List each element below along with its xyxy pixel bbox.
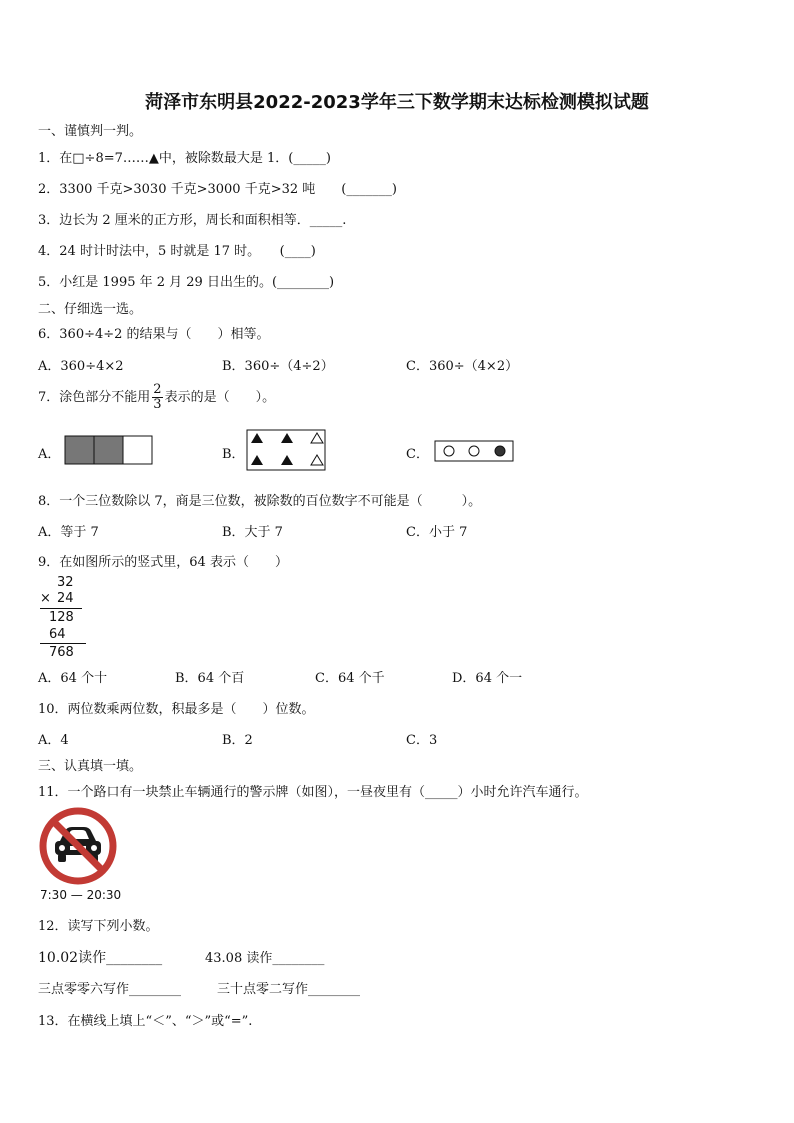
section-1-heading: 一、谨慎判一判。 [38,124,143,139]
question-9-stem: 9．在如图所示的竖式里，64 表示（ ） [38,555,288,570]
q10-option-a: A．4 [38,733,69,748]
q9-option-c: C．64 个千 [315,671,385,686]
q6-option-b: B．360÷（4÷2） [222,359,334,374]
q7-option-a-figure [64,435,154,465]
question-1: 1．在□÷8=7……▲中，被除数最大是 1．(_____) [38,151,331,166]
question-13: 13．在横线上填上“＜”、“＞”或“=”. [38,1014,253,1029]
section-3-heading: 三、认真填一填。 [38,759,143,774]
sign-time-label: 7:30 — 20:30 [40,888,122,902]
question-3: 3．边长为 2 厘米的正方形，周长和面积相等．_____. [38,213,347,228]
question-12-stem: 12．读写下列小数。 [38,919,159,934]
section-2-heading: 二、仔细选一选。 [38,302,143,317]
question-4: 4．24 时计时法中，5 时就是 17 时。 (____) [38,244,316,259]
question-2: 2．3300 千克>3030 千克>3000 千克>32 吨 (_______) [38,182,397,197]
mul-top: 32 [57,575,74,590]
fraction-numerator: 2 [153,382,162,397]
q6-option-c: C．360÷（4×2） [406,359,519,374]
q8-option-a: A．等于 7 [38,525,99,540]
q12-item-b: 43.08 读作________ [205,951,325,966]
q7-option-c-label: C． [406,447,429,462]
q8-option-c: C．小于 7 [406,525,468,540]
question-10-stem: 10．两位数乘两位数，积最多是（ ）位数。 [38,702,315,717]
q7-option-c-figure [434,440,514,462]
q12-item-d: 三十点零二写作________ [217,982,361,997]
q7-stem-pre: 7．涂色部分不能用 [38,390,151,405]
q10-option-c: C．3 [406,733,438,748]
q7-option-b-label: B． [222,447,245,462]
mul-result: 768 [49,645,74,660]
q9-option-b: B．64 个百 [175,671,245,686]
mul-partial-2: 64 [49,627,66,642]
question-8-stem: 8．一个三位数除以 7，商是三位数，被除数的百位数字不可能是（ ）。 [38,494,482,509]
fraction-two-thirds [152,383,162,412]
page-title: 菏泽市东明县2022-2023学年三下数学期末达标检测模拟试题 [145,92,649,113]
q12-item-a: 10.02读作________ [38,950,163,966]
mul-second: 24 [57,591,74,606]
fraction-denominator: 3 [153,397,162,412]
q7-stem-post: 表示的是（ ）。 [164,390,276,405]
q8-option-b: B．大于 7 [222,525,283,540]
q7-option-a-label: A． [38,447,61,462]
question-6-stem: 6．360÷4÷2 的结果与（ ）相等。 [38,327,270,342]
q7-option-b-figure [246,429,326,471]
mul-line-1 [40,608,82,609]
question-7-stem [38,383,275,412]
q10-option-b: B．2 [222,733,253,748]
q12-item-c: 三点零零六写作________ [38,982,182,997]
question-5: 5．小红是 1995 年 2 月 29 日出生的。(________) [38,275,335,290]
question-11-stem: 11．一个路口有一块禁止车辆通行的警示牌（如图），一昼夜里有（_____）小时允许汽车通行。 [38,785,588,800]
mul-line-2 [40,643,86,644]
q6-option-a: A．360÷4×2 [38,359,124,374]
q9-option-a: A．64 个十 [38,671,108,686]
mul-partial-1: 128 [49,610,74,625]
no-vehicle-sign-icon [38,806,118,886]
times-sign: × [40,591,51,606]
vertical-multiplication [38,575,98,660]
q9-option-d: D．64 个一 [452,671,523,686]
